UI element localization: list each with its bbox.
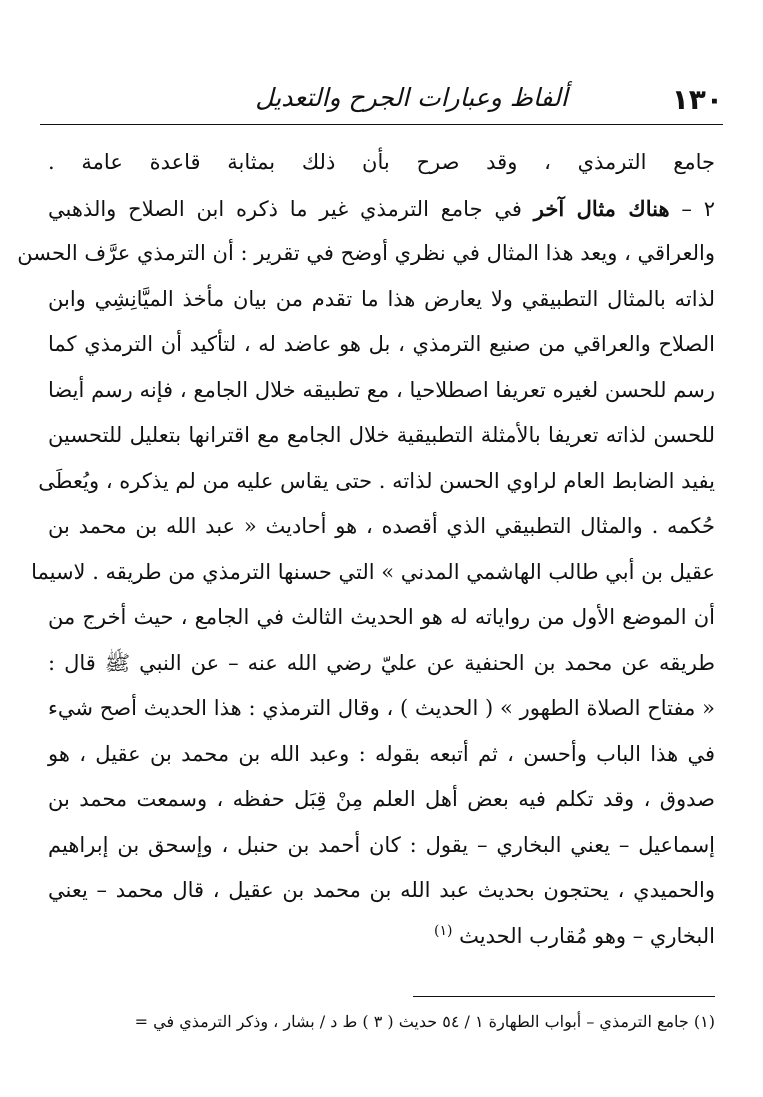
text-line: جامع الترمذي ، وقد صرح بأن ذلك بمثابة قاعدة عامة .: [48, 150, 715, 174]
footnote-reference: (١): [434, 922, 453, 939]
text-line: إسماعيل – يعني البخاري – يقول : كان أحمد بن حنبل ، وإسحق بن إبراهيم: [48, 832, 715, 857]
text-line: عقيل بن أبي طالب الهاشمي المدني » التي حسنها الترمذي من طريقه . لاسيما: [31, 559, 715, 584]
text-line: والحميدي ، يحتجون بحديث عبد الله بن محمد بن عقيل ، قال محمد – يعني: [48, 878, 715, 902]
text-line: أن الموضع الأول من رواياته له هو الحديث الثالث في الجامع ، حيث أخرج من: [48, 605, 715, 629]
header-rule: [40, 124, 723, 125]
text-line: صدوق ، وقد تكلم فيه بعض أهل العلم مِنْ قِبَل حفظه ، وسمعت محمد بن: [48, 787, 715, 811]
text-line: « مفتاح الصلاة الطهور » ( الحديث ) ، وقال الترمذي : هذا الحديث أصح شيء: [48, 696, 715, 720]
text-line: طريقه عن محمد بن الحنفية عن عليّ رضي الله عنه – عن النبي ﷺ قال :: [48, 650, 715, 675]
text-line: في هذا الباب وأحسن ، ثم أتبعه بقوله : وعبد الله بن محمد بن عقيل ، هو: [48, 741, 715, 766]
item-number: ٢ –: [669, 196, 715, 221]
page-number: ١٣٠: [671, 83, 723, 116]
main-text: [17, 140, 715, 959]
text-line: رسم للحسن لغيره تعريفا اصطلاحيا ، مع تطبيقه خلال الجامع ، فإنه رسم أيضا: [48, 377, 715, 402]
text-line: يفيد الضابط العام لراوي الحسن لذاته . حتى يقاس عليه من لم يذكره ، ويُعطَى: [38, 468, 715, 493]
text-line: والعراقي ، ويعد هذا المثال في نظري أوضح في تقرير : أن الترمذي عرَّف الحسن: [17, 241, 715, 265]
text-line-content: البخاري – وهو مُقارب الحديث: [459, 923, 715, 948]
bold-lead: هناك مثال آخر: [533, 195, 670, 221]
text-line: [48, 914, 715, 960]
text-line: حُكمه . والمثال التطبيقي الذي أقصده ، هو أحاديث « عبد الله بن محمد بن: [48, 514, 715, 538]
running-title: ألفاظ وعبارات الجرح والتعديل: [255, 83, 568, 112]
footnote: (١) جامع الترمذي – أبواب الطهارة ١ / ٥٤ حديث ( ٣ ) ط د / بشار ، وذكر الترمذي في =: [134, 1012, 715, 1031]
text-line: الصلاح والعراقي من صنيع الترمذي ، بل هو عاضد له ، لتأكيد أن الترمذي كما: [48, 332, 715, 356]
text-line: [48, 186, 715, 232]
text-line-rest: في جامع الترمذي غير ما ذكره ابن الصلاح والذهبي: [48, 196, 522, 221]
text-line: لذاته بالمثال التطبيقي ولا يعارض هذا ما تقدم من بيان مأخذ الميَّانِشِي وابن: [48, 286, 715, 311]
page-header: [40, 78, 723, 122]
text-line: للحسن لذاته تعريفا بالأمثلة التطبيقية خلال الجامع مع اقترانها بتعليل للتحسين: [48, 423, 715, 447]
footnote-rule: [413, 996, 715, 997]
